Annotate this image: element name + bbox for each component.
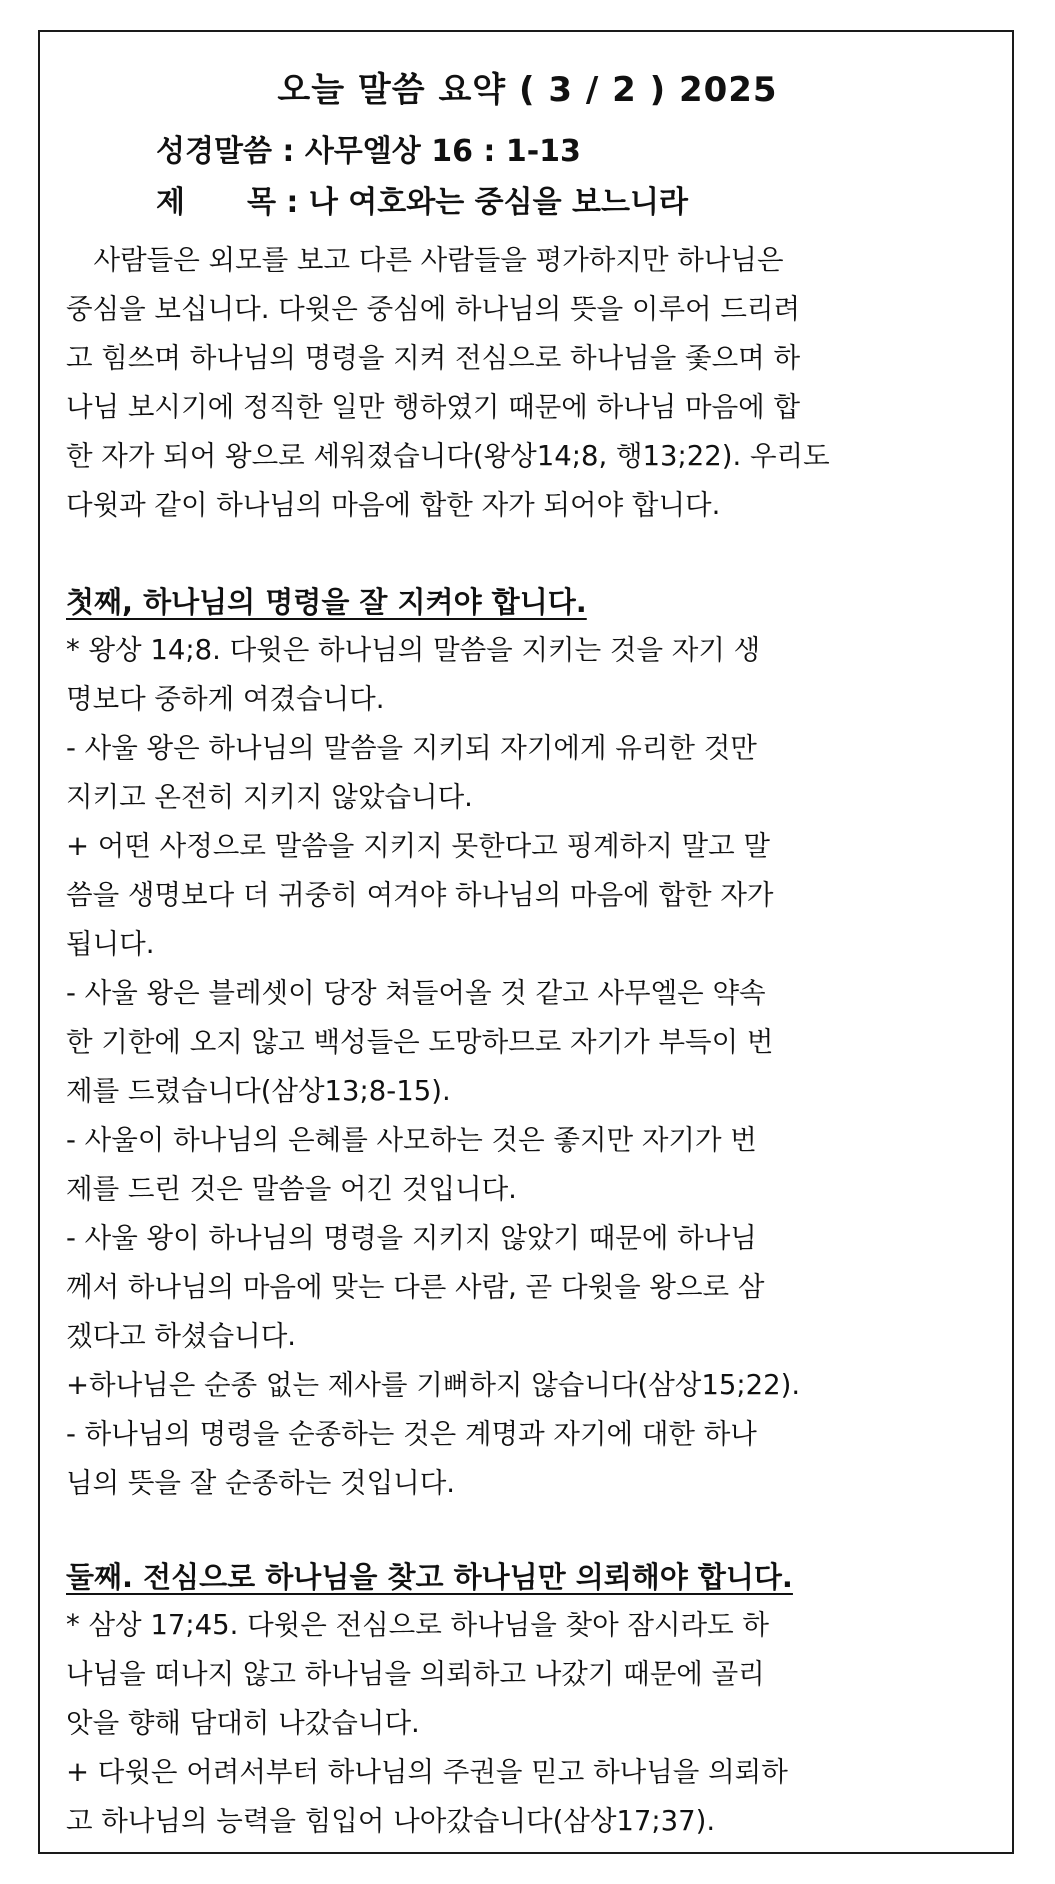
list-item: 앗을 향해 담대히 나갔습니다. bbox=[66, 1707, 420, 1739]
list-item: + 어떤 사정으로 말씀을 지키지 못한다고 핑계하지 말고 말 bbox=[66, 830, 770, 862]
list-item: 나님을 떠나지 않고 하나님을 의뢰하고 나갔기 때문에 골리 bbox=[66, 1658, 765, 1690]
list-item: 지키고 온전히 지키지 않았습니다. bbox=[66, 781, 473, 813]
section-first-body bbox=[66, 626, 988, 1508]
list-item: 고 하나님의 능력을 힘입어 나아갔습니다(삼상17;37). bbox=[66, 1805, 716, 1837]
intro-paragraph bbox=[66, 236, 988, 530]
list-item: - 사울 왕은 하나님의 말씀을 지키되 자기에게 유리한 것만 bbox=[66, 732, 757, 764]
intro-line: 다윗과 같이 하나님의 마음에 합한 자가 되어야 합니다. bbox=[66, 489, 721, 521]
section-heading-second: 둘째. 전심으로 하나님을 찾고 하나님만 의뢰해야 합니다. bbox=[66, 1560, 793, 1594]
list-item: - 사울 왕은 블레셋이 당장 쳐들어올 것 같고 사무엘은 약속 bbox=[66, 977, 766, 1009]
list-item: 제를 드렸습니다(삼상13;8-15). bbox=[66, 1075, 451, 1107]
list-item: - 사울이 하나님의 은혜를 사모하는 것은 좋지만 자기가 번 bbox=[66, 1124, 757, 1156]
section-second-body bbox=[66, 1601, 988, 1846]
list-item: 겠다고 하셨습니다. bbox=[66, 1320, 297, 1352]
intro-line: 한 자가 되어 왕으로 세워졌습니다(왕상14;8, 행13;22). 우리도 bbox=[66, 440, 830, 472]
list-item: 제를 드린 것은 말씀을 어긴 것입니다. bbox=[66, 1173, 517, 1205]
subject-value: 나 여호와는 중심을 보느니라 bbox=[308, 185, 688, 220]
list-item: 됩니다. bbox=[66, 928, 155, 960]
list-item: * 삼상 17;45. 다윗은 전심으로 하나님을 찾아 잠시라도 하 bbox=[66, 1609, 769, 1641]
subject-label-b: 목 : bbox=[246, 185, 299, 220]
sermon-subject bbox=[156, 177, 688, 221]
list-item: - 하나님의 명령을 순종하는 것은 계명과 자기에 대한 하나 bbox=[66, 1418, 757, 1450]
page-title: 오늘 말씀 요약 ( 3 / 2 ) 2025 bbox=[277, 70, 778, 110]
list-item: - 사울 왕이 하나님의 명령을 지키지 않았기 때문에 하나님 bbox=[66, 1222, 757, 1254]
intro-line: 사람들은 외모를 보고 다른 사람들을 평가하지만 하나님은 bbox=[66, 244, 784, 276]
list-item: 명보다 중하게 여겼습니다. bbox=[66, 683, 385, 715]
subject-label-a: 제 bbox=[156, 185, 185, 220]
list-item: 께서 하나님의 마음에 맞는 다른 사람, 곧 다윗을 왕으로 삼 bbox=[66, 1271, 765, 1303]
intro-line: 나님 보시기에 정직한 일만 행하였기 때문에 하나님 마음에 합 bbox=[66, 391, 801, 423]
scripture-value: 사무엘상 16 : 1-13 bbox=[304, 134, 581, 169]
list-item: 씀을 생명보다 더 귀중히 여겨야 하나님의 마음에 합한 자가 bbox=[66, 879, 774, 911]
intro-line: 중심을 보십니다. 다윗은 중심에 하나님의 뜻을 이루어 드리려 bbox=[66, 293, 801, 325]
intro-line: 고 힘쓰며 하나님의 명령을 지켜 전심으로 하나님을 좇으며 하 bbox=[66, 342, 801, 374]
list-item: 님의 뜻을 잘 순종하는 것입니다. bbox=[66, 1467, 456, 1499]
scripture-label: 성경말씀 : bbox=[156, 134, 295, 169]
section-heading-first: 첫째, 하나님의 명령을 잘 지켜야 합니다. bbox=[66, 585, 587, 619]
subject-label bbox=[156, 177, 298, 221]
list-item: * 왕상 14;8. 다윗은 하나님의 말씀을 지키는 것을 자기 생 bbox=[66, 634, 761, 666]
list-item: +하나님은 순종 없는 제사를 기뻐하지 않습니다(삼상15;22). bbox=[66, 1369, 801, 1401]
list-item: 한 기한에 오지 않고 백성들은 도망하므로 자기가 부득이 번 bbox=[66, 1026, 774, 1058]
scripture-reference bbox=[156, 126, 581, 170]
list-item: + 다윗은 어려서부터 하나님의 주권을 믿고 하나님을 의뢰하 bbox=[66, 1756, 788, 1788]
